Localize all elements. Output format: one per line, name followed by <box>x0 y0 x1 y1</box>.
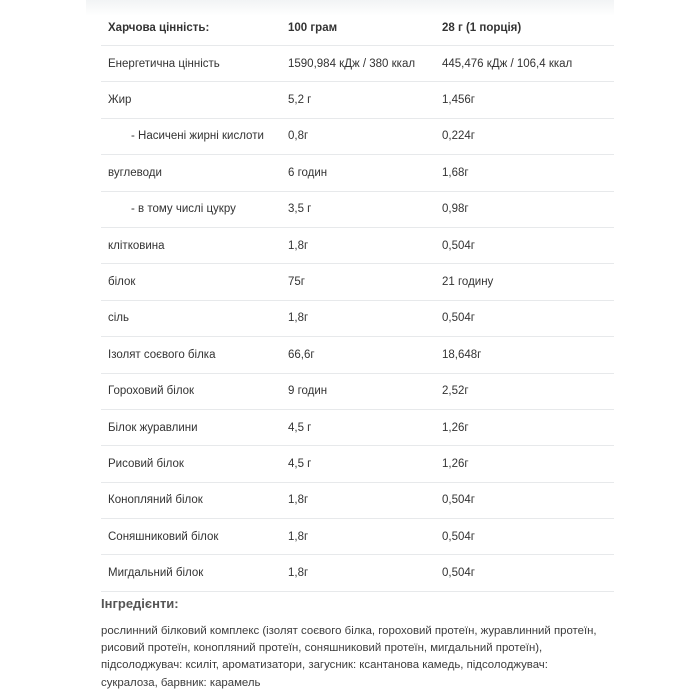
header-per-100g: 100 грам <box>281 11 435 46</box>
value-per-serving: 2,52г <box>435 373 614 409</box>
value-per-serving: 0,504г <box>435 300 614 336</box>
nutrient-name: клітковина <box>101 227 281 263</box>
table-row <box>101 118 614 154</box>
value-per-serving: 1,456г <box>435 82 614 118</box>
value-per-serving: 1,68г <box>435 155 614 191</box>
table-row <box>101 409 614 445</box>
nutrient-name: Енергетична цінність <box>101 46 281 82</box>
nutrient-name: сіль <box>101 300 281 336</box>
table-row <box>101 555 614 591</box>
value-per-100g: 1,8г <box>281 519 435 555</box>
value-per-100g: 9 годин <box>281 373 435 409</box>
table-row <box>101 446 614 482</box>
table-row <box>101 82 614 118</box>
value-per-100g: 1,8г <box>281 227 435 263</box>
nutrient-name: Соняшниковий білок <box>101 519 281 555</box>
value-per-serving: 0,504г <box>435 555 614 591</box>
table-row <box>101 155 614 191</box>
header-per-serving: 28 г (1 порція) <box>435 11 614 46</box>
nutrient-name: вуглеводи <box>101 155 281 191</box>
value-per-serving: 21 годину <box>435 264 614 300</box>
value-per-100g: 4,5 г <box>281 446 435 482</box>
table-header-row <box>101 11 614 46</box>
value-per-serving: 1,26г <box>435 409 614 445</box>
ingredients-section <box>101 596 606 692</box>
value-per-100g: 75г <box>281 264 435 300</box>
nutrient-name: Конопляний білок <box>101 482 281 518</box>
table-row <box>101 373 614 409</box>
value-per-serving: 0,504г <box>435 482 614 518</box>
nutrient-name: білок <box>101 264 281 300</box>
value-per-serving: 0,504г <box>435 519 614 555</box>
table-row <box>101 337 614 373</box>
value-per-serving: 0,224г <box>435 118 614 154</box>
value-per-100g: 1,8г <box>281 555 435 591</box>
nutrient-name: Рисовий білок <box>101 446 281 482</box>
value-per-100g: 1,8г <box>281 482 435 518</box>
table-row <box>101 519 614 555</box>
nutrient-name: Гороховий білок <box>101 373 281 409</box>
table-row <box>101 227 614 263</box>
ingredients-title: Інгредієнти: <box>101 596 179 611</box>
nutrient-name: Ізолят соєвого білка <box>101 337 281 373</box>
value-per-100g: 1,8г <box>281 300 435 336</box>
header-nutrient: Харчова цінність: <box>101 11 281 46</box>
nutrient-name: - в тому числі цукру <box>101 191 281 227</box>
value-per-100g: 6 годин <box>281 155 435 191</box>
value-per-100g: 1590,984 кДж / 380 ккал <box>281 46 435 82</box>
nutrient-name: - Насичені жирні кислоти <box>101 118 281 154</box>
nutrition-body <box>101 46 614 592</box>
value-per-serving: 1,26г <box>435 446 614 482</box>
table-row <box>101 46 614 82</box>
table-row <box>101 300 614 336</box>
value-per-100g: 3,5 г <box>281 191 435 227</box>
value-per-100g: 4,5 г <box>281 409 435 445</box>
value-per-100g: 66,6г <box>281 337 435 373</box>
nutrition-table <box>101 11 614 592</box>
value-per-100g: 0,8г <box>281 118 435 154</box>
value-per-serving: 0,98г <box>435 191 614 227</box>
nutrient-name: Білок журавлини <box>101 409 281 445</box>
table-row <box>101 482 614 518</box>
table-row <box>101 191 614 227</box>
value-per-100g: 5,2 г <box>281 82 435 118</box>
value-per-serving: 0,504г <box>435 227 614 263</box>
value-per-serving: 445,476 кДж / 106,4 ккал <box>435 46 614 82</box>
ingredients-text: рослинний білковий комплекс (ізолят соєвого білка, гороховий протеїн, журавлинний протеїн, рисовий протеїн, конопляний протеїн, соняшниковий протеїн, мигдальний протеїн), підсолоджувач: ксиліт, ароматизатори, загусник: ксантанова камедь, підсолоджувач: сукралоза, барвник: карамель <box>101 625 597 689</box>
nutrient-name: Мигдальний білок <box>101 555 281 591</box>
table-row <box>101 264 614 300</box>
nutrient-name: Жир <box>101 82 281 118</box>
value-per-serving: 18,648г <box>435 337 614 373</box>
